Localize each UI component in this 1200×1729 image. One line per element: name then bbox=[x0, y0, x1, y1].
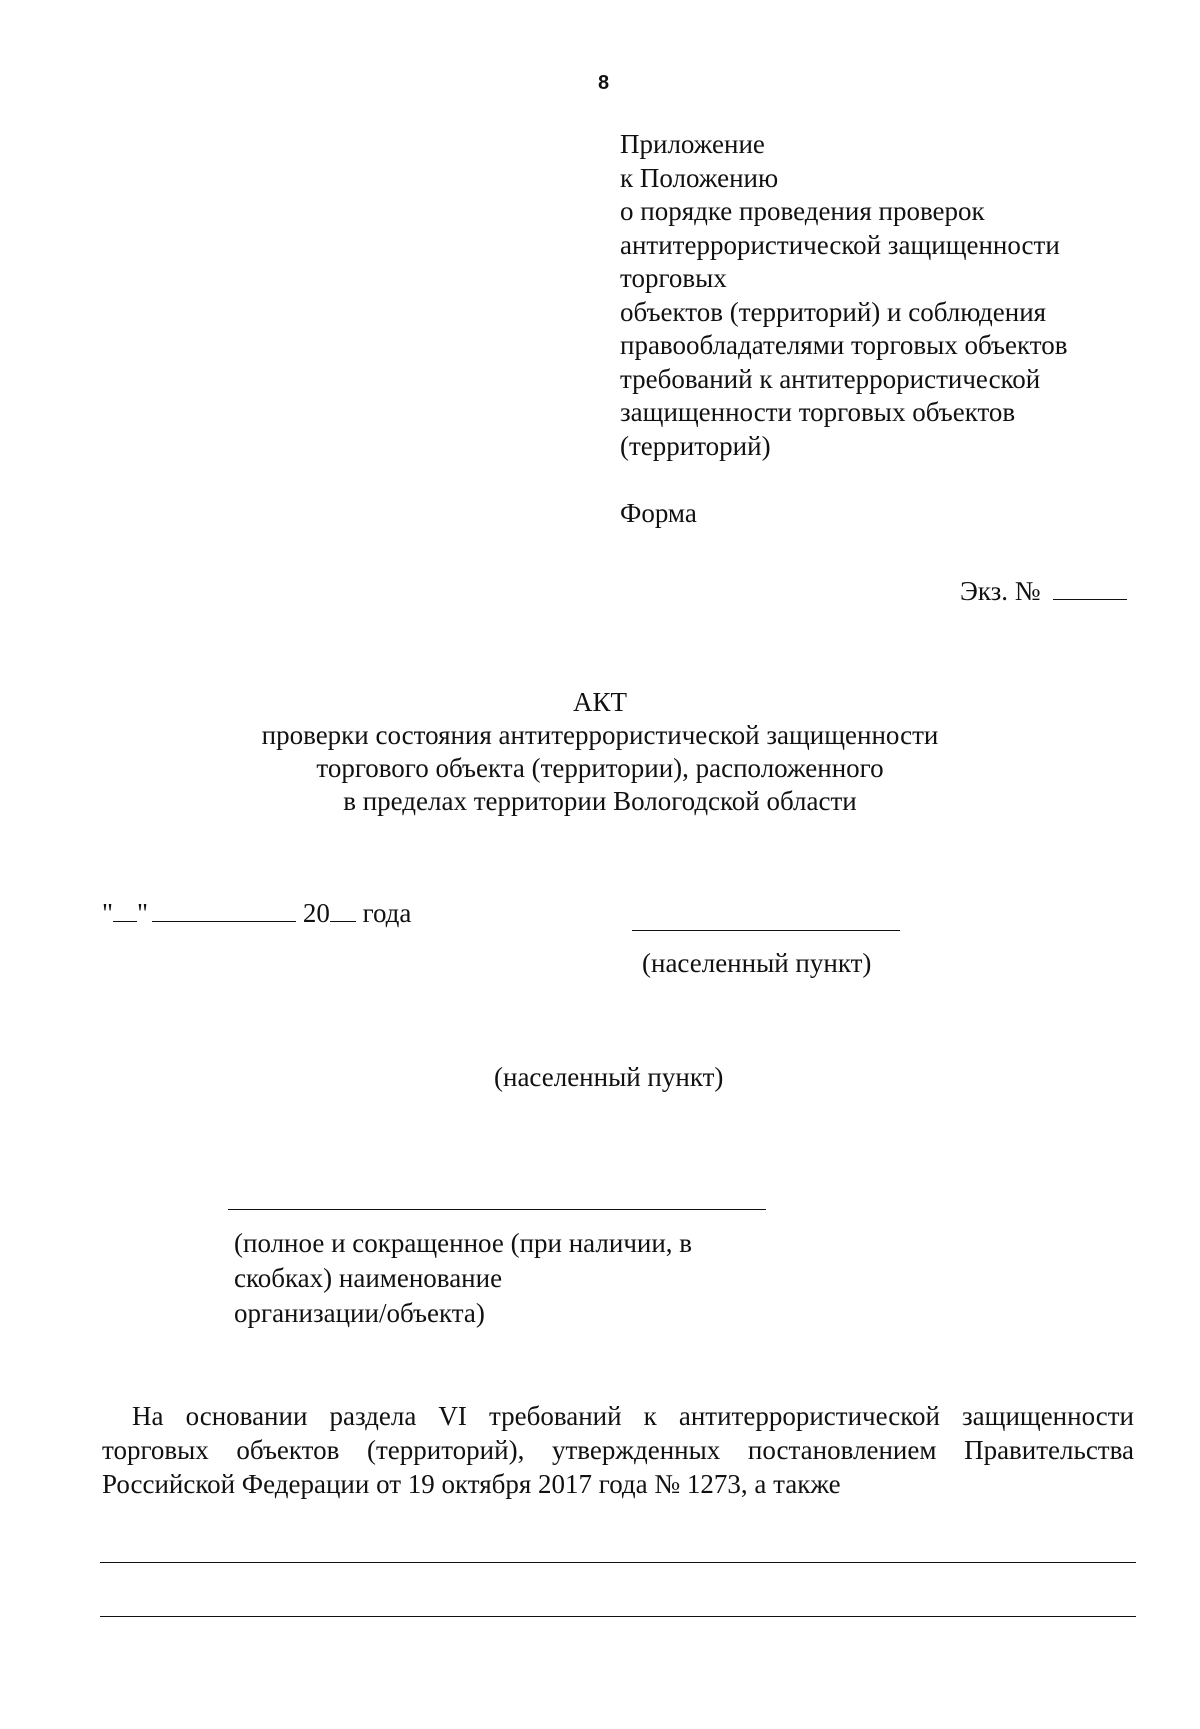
appendix-line: защищенности торговых объектов bbox=[620, 397, 1016, 427]
date-line bbox=[102, 898, 411, 929]
organization-caption-line: организации/объекта) bbox=[234, 1298, 485, 1328]
copy-number bbox=[960, 576, 1127, 607]
appendix-line: (территорий) bbox=[620, 430, 771, 461]
month-blank[interactable] bbox=[152, 921, 296, 922]
year-blank[interactable] bbox=[330, 921, 356, 922]
fill-in-line[interactable] bbox=[100, 1616, 1136, 1617]
year-suffix: года bbox=[362, 898, 412, 928]
appendix-line: торговых bbox=[620, 263, 727, 293]
document-title bbox=[130, 686, 1070, 818]
appendix-line: требований к антитеррористической bbox=[620, 363, 1041, 394]
appendix-line: Приложение bbox=[620, 129, 765, 159]
copy-number-blank[interactable] bbox=[1053, 599, 1127, 600]
appendix-line: антитеррористической защищенности bbox=[620, 229, 1060, 260]
place-blank[interactable] bbox=[632, 930, 900, 931]
appendix-header bbox=[620, 128, 1160, 463]
form-label: Форма bbox=[620, 498, 697, 528]
organization-caption-line: скобках) наименование bbox=[234, 1263, 503, 1293]
title-heading: АКТ bbox=[573, 687, 627, 717]
place-caption: (населенный пункт) bbox=[642, 948, 872, 978]
fill-in-line[interactable] bbox=[100, 1562, 1136, 1563]
date-quote-close: " bbox=[137, 898, 149, 928]
appendix-line: о порядке проведения проверок bbox=[620, 196, 985, 226]
organization-caption bbox=[234, 1226, 774, 1331]
organization-blank[interactable] bbox=[228, 1209, 766, 1210]
appendix-line: к Положению bbox=[620, 162, 779, 193]
date-quote-open: " bbox=[102, 898, 114, 928]
title-line: проверки состояния антитеррористической защищенности bbox=[261, 720, 939, 750]
page-number: 8 bbox=[598, 72, 610, 94]
appendix-line: объектов (территорий) и соблюдения bbox=[620, 296, 1047, 327]
organization-caption-line: (полное и сокращенное (при наличии, в bbox=[234, 1228, 693, 1258]
title-line: в пределах территории Вологодской области bbox=[343, 786, 857, 816]
year-prefix: 20 bbox=[302, 898, 330, 928]
day-blank[interactable] bbox=[113, 921, 137, 922]
title-line: торгового объекта (территории), расположенного bbox=[316, 753, 884, 783]
basis-paragraph: На основании раздела VI требований к антитеррористической защищенности торговых объектов (территорий), утвержденных постановлением Правительства Российской Федерации от 19 октября 2017 года № 1273, а также bbox=[102, 1401, 1134, 1499]
copy-number-label: Экз. № bbox=[960, 576, 1041, 606]
appendix-line: правообладателями торговых объектов bbox=[620, 330, 1068, 360]
place-caption-duplicate: (населенный пункт) bbox=[494, 1062, 724, 1092]
